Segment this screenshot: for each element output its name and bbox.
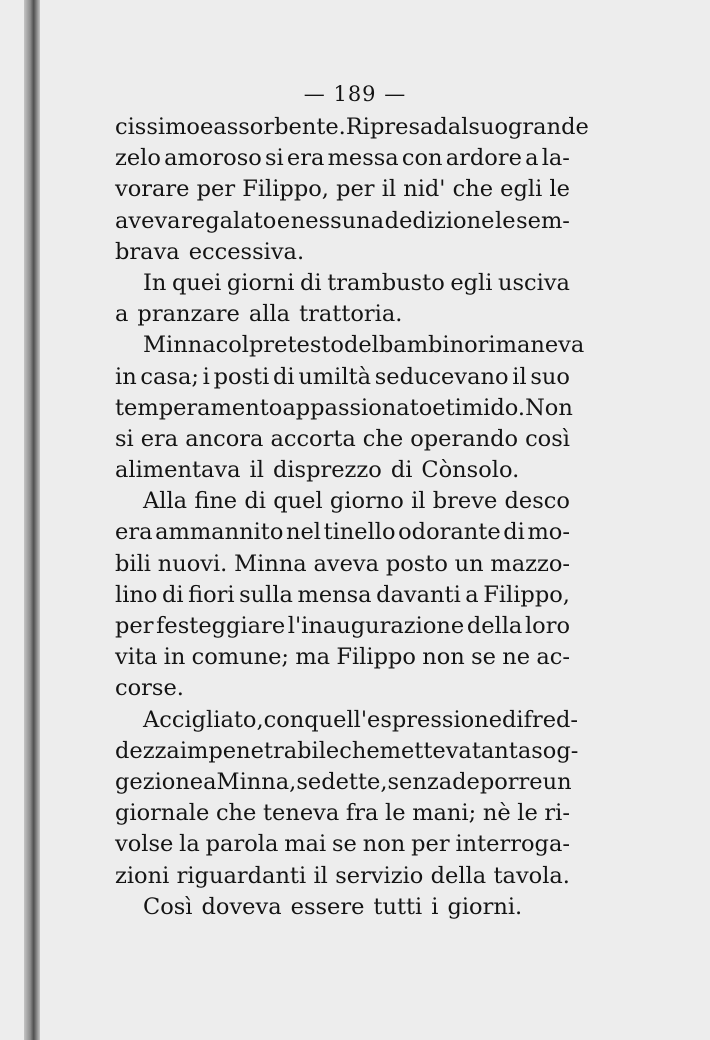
word: quei	[171, 269, 222, 296]
word: ma	[295, 644, 331, 671]
text-line	[115, 362, 570, 393]
word: di	[273, 363, 295, 390]
word: Ripresa	[345, 114, 434, 140]
word: giorno	[329, 488, 404, 515]
word: a	[525, 145, 539, 172]
word: Minna	[143, 332, 216, 359]
word: si	[115, 425, 134, 452]
word: egli	[450, 269, 493, 296]
word: festeggiare	[156, 613, 286, 639]
word: ac-	[536, 644, 570, 671]
word: un	[542, 768, 572, 795]
word: impenetrabile	[179, 737, 340, 764]
word: tinello	[323, 519, 396, 546]
text-line	[115, 736, 579, 767]
text-line	[115, 112, 589, 143]
word: pranzare	[137, 301, 240, 328]
text-line	[115, 580, 570, 611]
word: il	[512, 363, 527, 390]
word: era	[286, 145, 325, 172]
word: posto	[385, 550, 448, 577]
word: suo	[530, 363, 570, 390]
word: mani;	[412, 800, 477, 827]
word: e	[276, 207, 291, 234]
word: dal	[433, 114, 469, 140]
word: gezione	[115, 768, 204, 795]
word: non	[362, 831, 406, 858]
word: non	[422, 644, 465, 671]
word: grande	[508, 114, 589, 140]
word: era	[140, 425, 179, 452]
word: fine	[194, 488, 238, 515]
word: bambino	[378, 332, 478, 359]
word: odorante	[398, 519, 501, 546]
word: disprezzo	[272, 457, 382, 484]
word: brava	[115, 238, 180, 265]
word: giorni	[226, 269, 295, 296]
word: nè	[482, 800, 511, 827]
word: tutti	[373, 893, 423, 920]
word: umiltà	[298, 363, 371, 390]
word: teneva	[263, 800, 340, 827]
word: amoroso	[164, 145, 262, 172]
word: nessuna	[290, 207, 385, 234]
word: della	[466, 613, 523, 639]
word: volse	[115, 831, 174, 858]
word: ri-	[544, 800, 570, 827]
word: messa	[327, 145, 399, 172]
text-line	[115, 517, 570, 548]
word: zelo	[115, 145, 161, 172]
word: mai	[284, 831, 327, 858]
word: vorare	[115, 176, 190, 203]
word: regalato	[181, 207, 277, 234]
word: breve	[432, 488, 498, 515]
word: appassionato	[282, 394, 433, 421]
word: cissimo	[115, 114, 200, 140]
word: suo	[468, 114, 509, 140]
word: per	[115, 613, 154, 639]
word: aveva	[115, 207, 181, 234]
text-line	[115, 798, 570, 829]
word: in	[163, 644, 186, 671]
text-line	[115, 829, 570, 860]
word: In	[143, 269, 167, 296]
word: Filippo,	[242, 176, 329, 203]
text-line	[115, 673, 570, 704]
word: con	[401, 145, 443, 172]
word: a	[465, 581, 479, 608]
word: essere	[290, 893, 365, 920]
word: era	[115, 519, 153, 546]
word: deporre	[452, 768, 543, 795]
word: per	[196, 176, 236, 203]
word: egli	[500, 176, 543, 203]
word: della	[430, 862, 487, 889]
word: se	[332, 831, 357, 858]
word: quel	[273, 488, 323, 515]
word: aveva	[313, 550, 380, 577]
word: vita	[115, 644, 158, 671]
word: di	[502, 706, 524, 733]
word: Non	[525, 394, 573, 421]
word: le	[549, 176, 570, 203]
word: seducevano	[374, 363, 509, 390]
word: tavola.	[493, 862, 570, 889]
word: Filippo,	[483, 581, 570, 608]
word: lino	[115, 581, 158, 608]
word: Filippo	[336, 644, 416, 671]
word: il	[411, 488, 426, 515]
word: il	[381, 176, 397, 203]
text-line	[115, 705, 579, 736]
word: desco	[504, 488, 570, 515]
word: che	[339, 737, 380, 764]
word: davanti	[376, 581, 461, 608]
word: Cònsolo.	[421, 457, 520, 484]
binding-spine	[24, 0, 40, 1040]
word: i	[202, 363, 210, 390]
word: interroga-	[455, 831, 570, 858]
word: corse.	[115, 675, 184, 702]
word: trambusto	[327, 269, 445, 296]
word: di	[161, 581, 184, 608]
word: a	[203, 768, 217, 795]
word: assorbente.	[213, 114, 346, 140]
word: la-	[541, 145, 570, 172]
word: riguardanti	[176, 862, 307, 889]
word: di	[300, 269, 322, 296]
text-line	[115, 549, 570, 580]
word: Alla	[143, 488, 188, 515]
word: parola	[205, 831, 279, 858]
text-line	[115, 206, 570, 237]
word: le	[495, 207, 516, 234]
word: le	[517, 800, 538, 827]
word: casa;	[140, 363, 199, 390]
word: servizio	[335, 862, 424, 889]
text-line	[115, 424, 570, 455]
word: mazzo-	[490, 550, 570, 577]
word: giorni.	[447, 893, 523, 920]
word: temperamento	[115, 394, 283, 421]
word: ardore	[445, 145, 522, 172]
word: dezza	[115, 737, 180, 764]
word: per	[336, 176, 375, 203]
word: Minna	[234, 550, 307, 577]
word: loro	[524, 613, 570, 639]
word: nel	[285, 519, 321, 546]
word: fred-	[523, 706, 579, 733]
word: il	[313, 862, 328, 889]
word: alla	[248, 301, 291, 328]
word: ammannito	[155, 519, 284, 546]
word: quell'espressione	[304, 706, 503, 733]
text-line	[115, 892, 570, 923]
body-text	[115, 112, 589, 923]
text-line	[115, 611, 570, 642]
word: pretesto	[248, 332, 344, 359]
word: le	[385, 800, 406, 827]
word: eccessiva.	[188, 238, 305, 265]
text-line	[115, 268, 570, 299]
text-line	[115, 861, 570, 892]
word: così	[525, 425, 570, 452]
word: mo-	[527, 519, 570, 546]
word: bili	[115, 550, 151, 577]
word: si	[264, 145, 284, 172]
text-line	[115, 767, 570, 798]
word: per	[411, 831, 450, 858]
word: in	[115, 363, 137, 390]
word: l'inaugurazione	[287, 613, 465, 639]
page-number: — 189 —	[303, 82, 407, 106]
word: ne	[502, 644, 531, 671]
word: mensa	[297, 581, 372, 608]
text-line	[115, 237, 570, 268]
text-line	[115, 174, 570, 205]
word: di	[390, 457, 413, 484]
word: di	[503, 519, 525, 546]
word: che	[362, 425, 404, 452]
word: usciva	[497, 269, 570, 296]
word: sog-	[531, 737, 579, 764]
word: sem-	[516, 207, 570, 234]
word: e	[432, 394, 446, 421]
word: comune;	[191, 644, 290, 671]
word: nid'	[403, 176, 446, 203]
text-line	[115, 143, 570, 174]
word: timido.	[445, 394, 526, 421]
text-line	[115, 642, 570, 673]
word: posti	[213, 363, 270, 390]
word: zioni	[115, 862, 170, 889]
word: dedizione	[384, 207, 495, 234]
word: fra	[345, 800, 379, 827]
word: del	[343, 332, 379, 359]
word: la	[179, 831, 200, 858]
word: fiori	[188, 581, 235, 608]
word: un	[454, 550, 484, 577]
word: sulla	[239, 581, 293, 608]
word: ancora	[185, 425, 264, 452]
word: rimaneva	[477, 332, 585, 359]
word: sedette,	[296, 768, 388, 795]
word: tanta	[471, 737, 532, 764]
word: trattoria.	[299, 301, 403, 328]
text-line	[115, 486, 570, 517]
word: Accigliato,	[143, 706, 264, 733]
text-line	[115, 299, 570, 330]
word: i	[431, 893, 439, 920]
word: se	[471, 644, 496, 671]
word: doveva	[201, 893, 282, 920]
word: alimentava	[115, 457, 241, 484]
word: a	[115, 301, 129, 328]
text-line	[115, 393, 573, 424]
word: il	[249, 457, 264, 484]
word: giornale	[115, 800, 210, 827]
word: di	[244, 488, 266, 515]
word: che	[452, 176, 494, 203]
word: Così	[143, 893, 193, 920]
word: che	[215, 800, 257, 827]
word: accorta	[270, 425, 356, 452]
word: con	[263, 706, 305, 733]
text-line	[115, 330, 585, 361]
word: senza	[387, 768, 453, 795]
word: nuovi.	[157, 550, 228, 577]
text-line	[115, 455, 570, 486]
word: operando	[410, 425, 519, 452]
word: metteva	[379, 737, 472, 764]
word: Minna,	[216, 768, 297, 795]
word: col	[215, 332, 249, 359]
word: e	[199, 114, 214, 140]
